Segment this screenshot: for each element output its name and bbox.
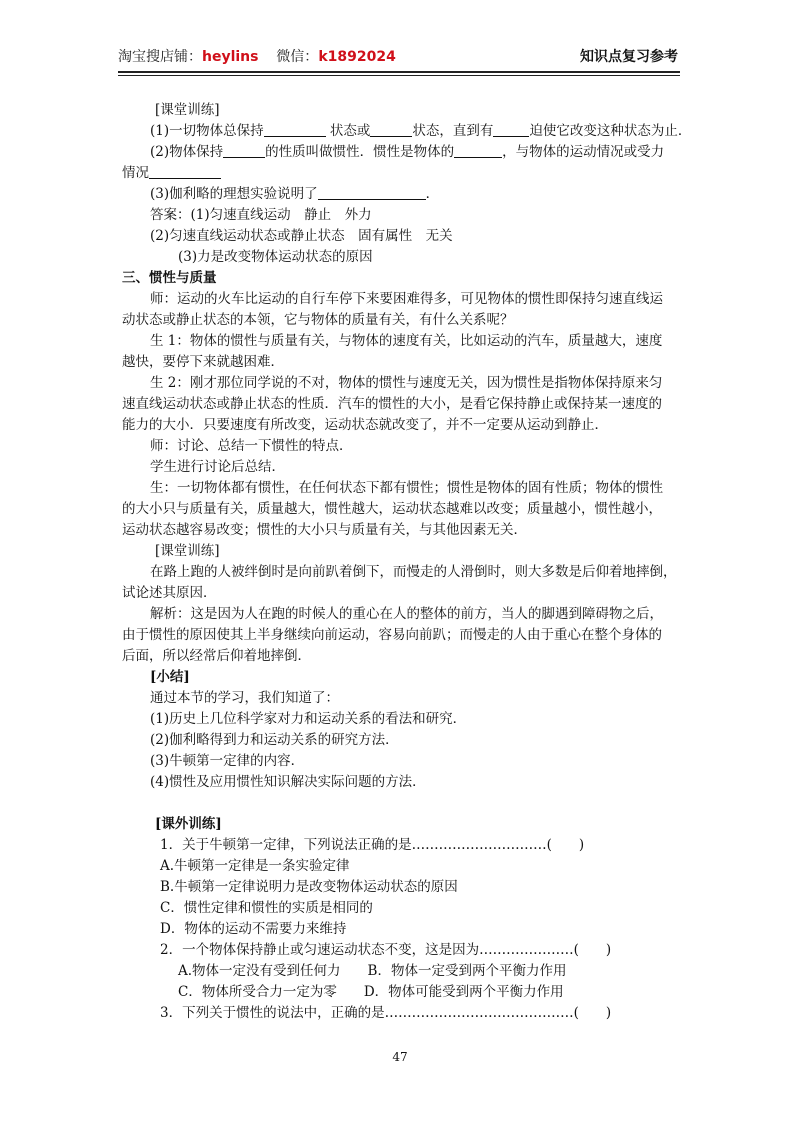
text-segment: ，与物体的运动情况或受力 (502, 144, 665, 160)
text-line: (3)力是改变物体运动状态的原因 (178, 249, 373, 265)
text-line: [课堂训练] (155, 102, 220, 118)
text-segment: 的性质叫做惯性．惯性是物体的 (265, 144, 455, 160)
text-line: 速直线运动状态或静止状态的性质．汽车的惯性的大小，是看它保持静止或保持某一速度的 (122, 396, 662, 412)
text-line: 解析：这是因为人在跑的时候人的重心在人的整体的前方，当人的脚遇到障碍物之后， (150, 606, 663, 622)
text-line: C．物体所受合力一定为零 D．物体可能受到两个平衡力作用 (178, 984, 564, 1000)
text-segment: 迫使它改变这种状态为止． (529, 123, 692, 139)
text-line: 由于惯性的原因使其上半身继续向前运动，容易向前趴；而慢走的人由于重心在整个身体的 (122, 627, 662, 643)
text-line: 在路上跑的人被绊倒时是向前趴着倒下，而慢走的人滑倒时，则大多数是后仰着地摔倒， (150, 564, 677, 580)
text-line: (4)惯性及应用惯性知识解决实际问题的方法． (150, 774, 426, 790)
answer-blank (223, 143, 265, 158)
text-line: (3)牛顿第一定律的内容． (150, 753, 305, 769)
text-line (150, 121, 691, 141)
text-line: 1．关于牛顿第一定律，下列说法正确的是…………………………( ) (160, 837, 585, 853)
text-line: 生 2：刚才那位同学说的不对，物体的惯性与速度无关，因为惯性是指物体保持原来匀 (150, 375, 663, 391)
wechat-label: 微信： (276, 49, 319, 65)
text-line: D．物体的运动不需要力来维持 (160, 921, 347, 937)
text-line: B.牛顿第一定律说明力是改变物体运动状态的原因 (160, 879, 458, 895)
page-number: 47 (392, 1050, 408, 1064)
answer-blank (493, 122, 529, 137)
text-line: C．惯性定律和惯性的实质是相同的 (160, 900, 373, 916)
text-line: 后面，所以经常后仰着地摔倒． (122, 648, 311, 664)
wechat-id: k1892024 (318, 49, 396, 65)
text-line: 动状态或静止状态的本领，它与物体的质量有关，有什么关系呢？ (122, 312, 514, 328)
text-line: 运动状态越容易改变；惯性的大小只与质量有关，与其他因素无关． (122, 522, 527, 538)
text-segment: 状态，直到有 (412, 123, 494, 139)
text-segment: (2)物体保持 (150, 144, 224, 160)
answer-blank (264, 122, 326, 137)
text-line: 能力的大小．只要速度有所改变，运动状态就改变了，并不一定要从运动到静止． (122, 417, 608, 433)
text-segment: (1)一切物体总保持 (150, 123, 264, 139)
answer-blank (149, 164, 221, 179)
text-line: 答案：(1)匀速直线运动 静止 外力 (150, 207, 372, 223)
text-line: 学生进行讨论后总结． (150, 459, 285, 475)
text-line: 生 1：物体的惯性与质量有关，与物体的速度有关，比如运动的汽车，质量越大，速度 (150, 333, 663, 349)
text-line: A.物体一定没有受到任何力 B．物体一定受到两个平衡力作用 (178, 963, 567, 979)
text-line: 越快，要停下来就越困难． (122, 354, 284, 370)
text-line: 师：运动的火车比运动的自行车停下来要困难得多，可见物体的惯性即保持匀速直线运 (150, 291, 663, 307)
answer-blank (370, 122, 412, 137)
text-segment: ． (425, 186, 440, 202)
text-line (150, 184, 439, 204)
answer-blank (318, 185, 426, 200)
text-line: 2．一个物体保持静止或匀速运动状态不变，这是因为…………………( ) (160, 942, 612, 958)
text-line: (2)匀速直线运动状态或静止状态 固有属性 无关 (150, 228, 453, 244)
text-segment: (3)伽利略的理想实验说明了 (150, 186, 318, 202)
text-line: (2)伽利略得到力和运动关系的研究方法． (150, 732, 399, 748)
text-line: [小结] (150, 669, 190, 685)
header-title: 知识点复习参考 (580, 49, 678, 65)
text-line: [课堂训练] (155, 543, 220, 559)
text-line: 生：一切物体都有惯性，在任何状态下都有惯性；惯性是物体的固有性质；物体的惯性 (150, 480, 663, 496)
answer-blank (454, 143, 502, 158)
text-line (122, 163, 221, 183)
shop-name: heylins (202, 49, 259, 65)
text-line: 3．下列关于惯性的说法中，正确的是……………………………………( ) (160, 1005, 612, 1021)
text-line (150, 142, 664, 162)
text-line: 通过本节的学习，我们知道了： (150, 690, 339, 706)
text-line: [课外训练] (155, 816, 222, 832)
text-line: 三、惯性与质量 (122, 270, 217, 286)
text-line: 师：讨论、总结一下惯性的特点． (150, 438, 353, 454)
text-line: 试论述其原因． (122, 585, 217, 601)
shop-label: 淘宝搜店铺： (118, 49, 202, 65)
text-segment: 状态或 (325, 123, 371, 139)
text-line: A.牛顿第一定律是一条实验定律 (160, 858, 350, 874)
text-line: (1)历史上几位科学家对力和运动关系的看法和研究． (150, 711, 467, 727)
text-segment: 情况 (122, 165, 149, 181)
text-line: 的大小只与质量有关，质量越大，惯性越大，运动状态越难以改变；质量越小，惯性越小， (122, 501, 662, 517)
